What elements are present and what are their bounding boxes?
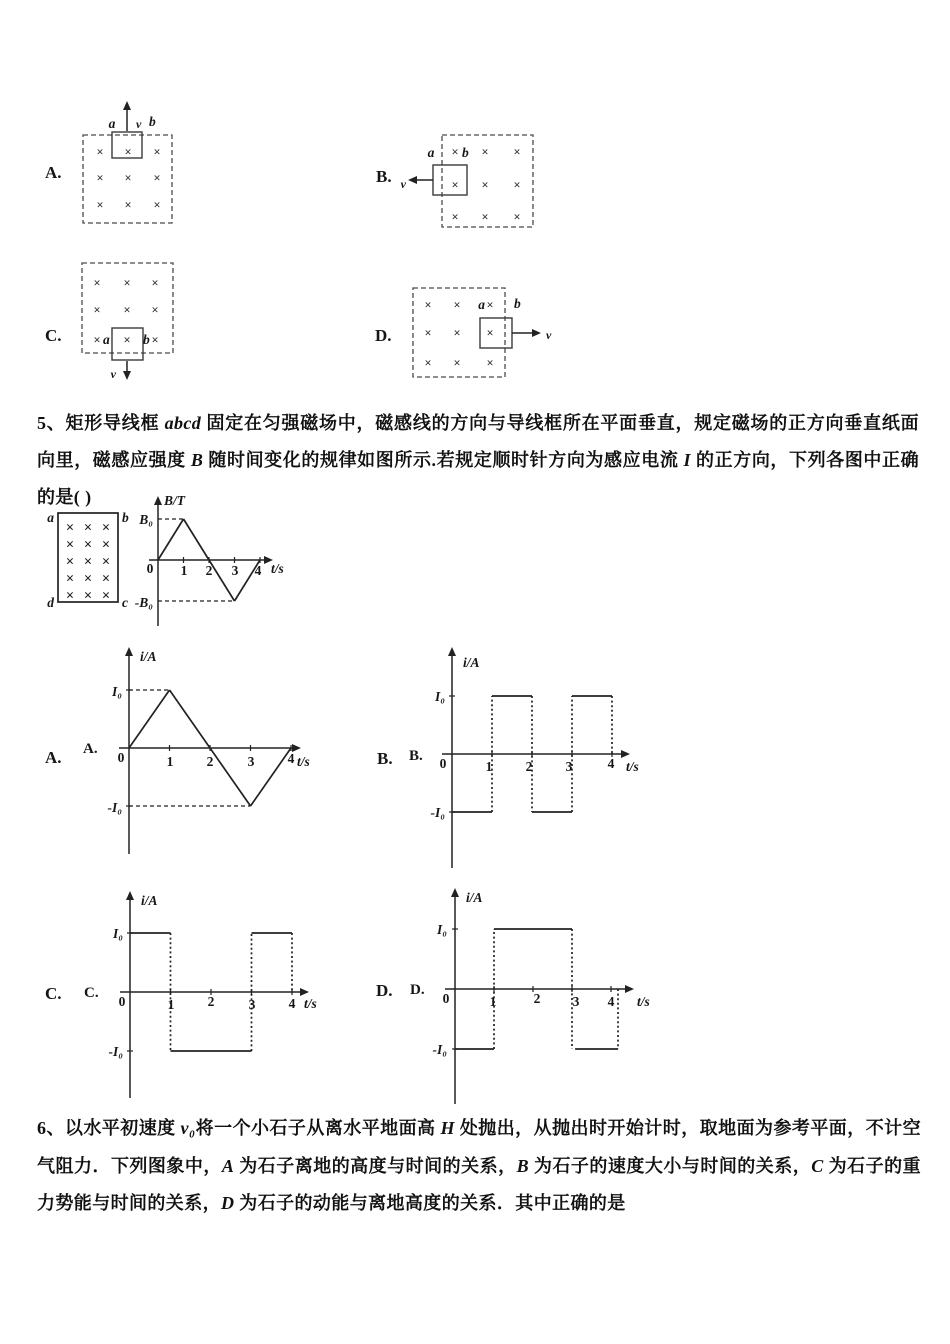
waveform-segment <box>129 690 170 748</box>
tick-label-2: 2 <box>207 994 215 1009</box>
field-cross-symbol: × <box>101 520 111 536</box>
y-axis-label: i/A <box>141 893 158 908</box>
neg-level-label: -I₀ <box>430 805 445 820</box>
field-cross-symbol: × <box>123 303 131 317</box>
text-run: 为石子的动能与离地高度的关系．其中正确的是 <box>234 1193 626 1213</box>
y-axis-label: i/A <box>466 890 483 905</box>
graph-d-letter-outer: D. <box>376 981 393 1000</box>
x-axis-label: t/s <box>304 996 317 1011</box>
graph-d-letter-inner: D. <box>410 982 425 998</box>
field-cross-symbol: × <box>93 333 101 347</box>
field-cross-symbol: × <box>83 588 93 604</box>
question-6-text <box>37 1110 921 1223</box>
tick-label-1: 1 <box>485 759 493 774</box>
field-cross-symbol: × <box>453 298 461 312</box>
text-run: D <box>221 1193 235 1213</box>
x-axis-label: t/s <box>626 759 639 774</box>
field-cross-symbol: × <box>93 276 101 290</box>
x-axis-label: t/s <box>637 994 650 1009</box>
field-cross-symbol: × <box>481 210 489 224</box>
field-cross-symbol: × <box>424 298 432 312</box>
text-run: 为石子的速度大小与时间的关系， <box>528 1155 812 1176</box>
y-axis-label: i/A <box>140 649 157 664</box>
diagram-option-b <box>370 115 570 250</box>
loop-corner-c: c <box>122 595 128 610</box>
pos-level-label: I₀ <box>435 689 445 704</box>
text-run: abcd <box>164 413 202 433</box>
tick-label-3: 3 <box>565 759 573 774</box>
graph-option-b <box>365 640 650 860</box>
field-cross-symbol: × <box>513 145 521 159</box>
field-cross-symbol: × <box>513 178 521 192</box>
field-cross-symbol: × <box>101 588 111 604</box>
text-run: 为石子的重力势能与时间的关系， <box>37 1155 921 1213</box>
field-cross-symbol: × <box>65 537 75 553</box>
diagram-option-a <box>40 95 210 240</box>
loop-corner-b: b <box>122 510 129 525</box>
tick-label-4: 4 <box>607 756 615 771</box>
origin-label: 0 <box>439 756 447 771</box>
field-cross-symbol: × <box>65 520 75 536</box>
text-run: 为石子离地的高度与时间的关系， <box>234 1155 517 1176</box>
tick-label-3: 3 <box>247 754 255 769</box>
tick-label-2: 2 <box>525 759 533 774</box>
text-run: 的正方向，下列各图中正确的是( ) <box>37 450 920 507</box>
field-cross-symbol: × <box>124 145 132 159</box>
pos-level-label: I₀ <box>437 922 447 937</box>
field-cross-symbol: × <box>151 276 159 290</box>
field-cross-symbol: × <box>153 198 161 212</box>
field-cross-symbol: × <box>451 178 459 192</box>
velocity-arrowhead-icon <box>123 101 131 110</box>
field-cross-symbol: × <box>481 145 489 159</box>
text-run: 固定在匀强磁场中，磁感线的方向与导线框所在平面垂直，规定磁场的正方向垂直纸面向里，磁感应强度 <box>37 413 919 470</box>
tick-label-1: 1 <box>167 997 175 1012</box>
loop-corner-a: a <box>47 510 54 525</box>
loop-label-b: b <box>143 332 150 347</box>
neg-level-label: -I₀ <box>107 800 122 815</box>
text-run: I <box>683 450 691 470</box>
graph-option-d <box>365 880 655 1110</box>
field-cross-symbol: × <box>451 145 459 159</box>
pos-level-label: I₀ <box>112 684 122 699</box>
field-cross-symbol: × <box>513 210 521 224</box>
text-run: A <box>221 1155 235 1176</box>
pos-level-label: B₀ <box>139 512 153 527</box>
tick-label-4: 4 <box>287 751 295 766</box>
tick-label-3: 3 <box>572 994 580 1009</box>
y-axis-arrowhead-icon <box>154 496 162 505</box>
field-cross-symbol: × <box>101 554 111 570</box>
velocity-label: v <box>546 328 552 342</box>
tick-label-1: 1 <box>489 994 497 1009</box>
y-axis-label: B/T <box>164 493 186 508</box>
field-cross-symbol: × <box>96 198 104 212</box>
field-crosses <box>96 145 160 212</box>
text-run: 6、以水平初速度 <box>37 1118 181 1138</box>
x-axis-arrowhead-icon <box>621 750 630 758</box>
y-axis-arrowhead-icon <box>451 888 459 897</box>
velocity-label: v <box>400 177 406 191</box>
field-cross-symbol: × <box>453 326 461 340</box>
text-run: C <box>811 1155 824 1176</box>
loop-label-a: a <box>103 332 110 347</box>
loop-field-crosses <box>66 520 110 604</box>
field-cross-symbol: × <box>424 356 432 370</box>
text-run: 随时间变化的规律如图所示.若规定顺时针方向为感应电流 <box>203 450 684 470</box>
velocity-label: v <box>110 367 116 381</box>
text-run: 5、矩形导线框 <box>37 413 165 433</box>
loop-label-a: a <box>108 116 116 131</box>
text-run: 将一个小石子从离水平地面高 <box>195 1118 441 1138</box>
field-cross-symbol: × <box>101 537 111 553</box>
velocity-arrowhead-icon <box>532 329 541 337</box>
graph-b-letter-inner: B. <box>409 748 423 764</box>
field-cross-symbol: × <box>481 178 489 192</box>
graph-option-c <box>40 880 325 1105</box>
graph-option-a <box>40 640 320 855</box>
field-cross-symbol: × <box>486 326 494 340</box>
waveform-segment <box>251 748 292 806</box>
field-cross-symbol: × <box>124 171 132 185</box>
field-cross-symbol: × <box>451 210 459 224</box>
wire-loop <box>433 165 467 195</box>
y-axis-arrowhead-icon <box>448 647 456 656</box>
tick-label-4: 4 <box>607 994 615 1009</box>
y-axis-arrowhead-icon <box>126 891 134 900</box>
tick-label-1: 1 <box>166 754 174 769</box>
diagram-option-d <box>370 265 580 410</box>
tick-label-3: 3 <box>248 997 256 1012</box>
text-run: H <box>440 1118 455 1138</box>
origin-label: 0 <box>442 991 450 1006</box>
field-cross-symbol: × <box>486 356 494 370</box>
loop-label-b: b <box>462 145 469 160</box>
origin-label: 0 <box>117 750 125 765</box>
velocity-arrowhead-icon <box>408 176 417 184</box>
origin-label: 0 <box>118 994 126 1009</box>
tick-label-2: 2 <box>206 754 214 769</box>
graph-a-letter-outer: A. <box>45 748 62 767</box>
field-cross-symbol: × <box>93 303 101 317</box>
option-d-letter: D. <box>375 326 392 345</box>
tick-label-1: 1 <box>180 563 188 578</box>
x-axis-arrowhead-icon <box>300 988 309 996</box>
option-b-letter: B. <box>376 167 392 186</box>
field-cross-symbol: × <box>65 571 75 587</box>
loop-label-b: b <box>149 114 156 129</box>
neg-level-label: -I₀ <box>108 1044 123 1059</box>
tick-label-4: 4 <box>288 996 296 1011</box>
field-cross-symbol: × <box>83 571 93 587</box>
loop-label-a: a <box>478 297 485 312</box>
tick-label-2: 2 <box>205 563 213 578</box>
field-cross-symbol: × <box>153 171 161 185</box>
y-axis-arrowhead-icon <box>125 647 133 656</box>
field-cross-symbol: × <box>124 198 132 212</box>
wire-loop <box>480 318 512 348</box>
text-run: B <box>516 1155 529 1176</box>
field-cross-symbol: × <box>123 333 131 347</box>
field-cross-symbol: × <box>65 554 75 570</box>
loop-corner-d: d <box>47 595 54 610</box>
field-cross-symbol: × <box>486 298 494 312</box>
waveform-segment <box>158 519 184 560</box>
graph-c-letter-inner: C. <box>84 985 99 1001</box>
graph-a-letter-inner: A. <box>83 741 98 757</box>
text-run: v₀ <box>180 1118 196 1138</box>
field-cross-symbol: × <box>83 520 93 536</box>
text-run: B <box>190 450 204 470</box>
x-axis-label: t/s <box>297 754 310 769</box>
field-cross-symbol: × <box>83 554 93 570</box>
text-run: 处抛出，从抛出时开始计时，取地面为参考平面，不计空气阻力．下列图象中， <box>37 1118 921 1176</box>
origin-label: 0 <box>146 561 154 576</box>
field-cross-symbol: × <box>101 571 111 587</box>
option-c-letter: C. <box>45 326 62 345</box>
field-cross-symbol: × <box>453 356 461 370</box>
diagram-option-c <box>40 253 210 398</box>
tick-label-3: 3 <box>231 563 239 578</box>
x-axis-label: t/s <box>271 561 284 576</box>
field-cross-symbol: × <box>424 326 432 340</box>
loop-label-b: b <box>514 296 521 311</box>
field-cross-symbol: × <box>123 276 131 290</box>
field-cross-symbol: × <box>153 145 161 159</box>
pos-level-label: I₀ <box>113 926 123 941</box>
q5-figure <box>40 490 290 635</box>
tick-label-4: 4 <box>254 563 262 578</box>
velocity-label: v <box>136 117 142 131</box>
field-cross-symbol: × <box>151 303 159 317</box>
tick-label-2: 2 <box>533 991 541 1006</box>
field-cross-symbol: × <box>151 333 159 347</box>
neg-level-label: -B₀ <box>134 595 153 610</box>
y-axis-label: i/A <box>463 655 480 670</box>
graph-c-letter-outer: C. <box>45 984 62 1003</box>
field-cross-symbol: × <box>96 145 104 159</box>
loop-label-a: a <box>427 145 435 160</box>
graph-b-letter-outer: B. <box>377 749 393 768</box>
field-cross-symbol: × <box>96 171 104 185</box>
field-cross-symbol: × <box>65 588 75 604</box>
option-a-letter: A. <box>45 163 62 182</box>
x-axis-arrowhead-icon <box>625 985 634 993</box>
neg-level-label: -I₀ <box>432 1042 447 1057</box>
field-cross-symbol: × <box>83 537 93 553</box>
velocity-arrowhead-icon <box>123 371 131 380</box>
